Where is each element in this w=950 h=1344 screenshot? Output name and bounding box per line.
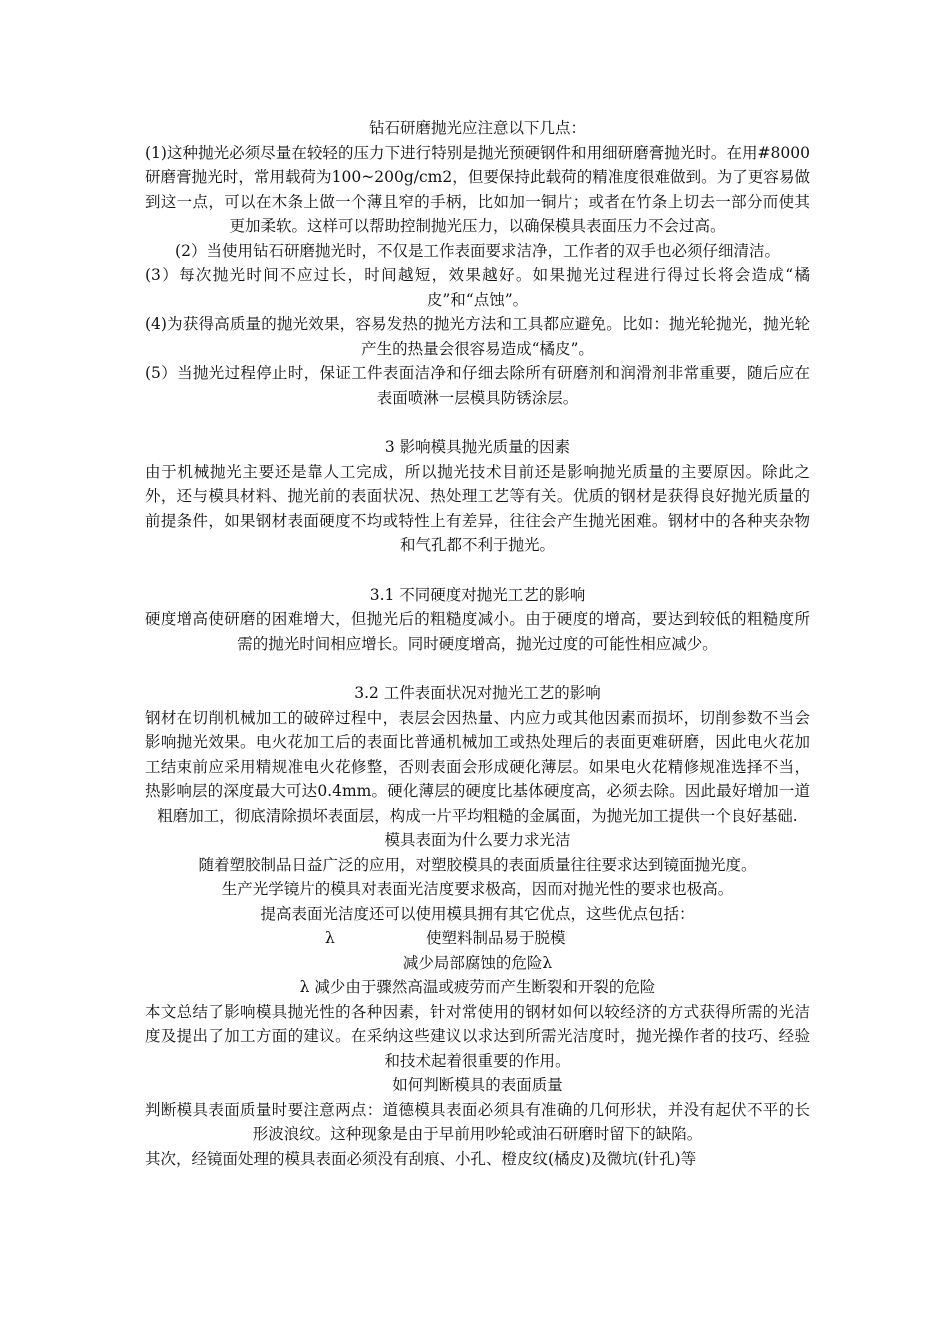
paragraph-judge-quality: 判断模具表面质量时要注意两点：道德模具表面必须具有准确的几何形状，并没有起伏不平的长形波浪纹。这种现象是由于早前用吵轮或油石研磨时留下的缺陷。 [145,1100,810,1143]
paragraph-item-5: (5）当抛光过程停止时，保证工件表面洁净和仔细去除所有研磨剂和润滑剂非常重要，随后应在表面喷淋一层模具防锈涂层。 [145,364,810,407]
paragraph-optical-lens: 生产光学镜片的模具对表面光洁度要求极高，因而对抛光性的要求也极高。 [221,880,734,898]
paragraph-item-3: (3）每次抛光时间不应过长，时间越短，效果越好。如果抛光过程进行得过长将会造成“橘皮”和“点蚀”。 [145,266,810,309]
lambda-bullet: λ [325,929,335,947]
section-heading-3-1: 3.1 不同硬度对抛光工艺的影响 [369,585,586,604]
spacer [145,558,810,583]
list-item-corrosion: 减少局部腐蚀的危险λ [402,953,553,972]
paragraph-item-1: (1)这种抛光必须尽量在较轻的压力下进行特别是抛光预硬钢件和用细研磨膏抛光时。在用#8000研磨膏抛光时，常用载荷为100~200g/cm2，但要保持此载荷的精准度很难做到。为了更容易做到这一点，可以在木条上做一个薄且窄的手柄，比如加一铜片；或者在竹条上切去一部分而使其更加柔软。这样可以帮助控制抛光压力，以确保模具表面压力不会过高。 [145,143,810,235]
list-item-text: 使塑料制品易于脱模 [426,929,566,947]
section-heading-3-2: 3.2 工件表面状况对抛光工艺的影响 [354,684,601,702]
paragraph-section-3-2: 钢材在切削机械加工的破碎过程中，表层会因热量、内应力或其他因素而损坏，切削参数不当会影响抛光效果。电火花加工后的表面比普通机械加工或热处理后的表面更难研磨，因此电火花加工结束前应采用精规准电火花修整，否则表面会形成硬化薄层。如果电火花精修规准选择不当，热影响层的深度最大可达0.4mm。硬化薄层的硬度比基体硬度高，必须去除。因此最好增加一道粗磨加工，彻底清除损坏表面层，构成一片平均粗糙的金属面，为抛光加工提供一个良好基础. [145,708,810,825]
paragraph-advantages-intro: 提高表面光洁度还可以使用模具拥有其它优点，这些优点包括： [260,904,695,923]
section-heading-3: 3 影响模具抛光质量的因素 [384,438,571,456]
paragraph-item-2: (2）当使用钻石研磨抛光时，不仅是工作表面要求洁净，工作者的双手也必须仔细清洁。 [175,241,780,260]
spacer [145,656,810,681]
paragraph-secondly: 其次，经镜面处理的模具表面必须没有刮痕、小孔、橙皮纹(橘皮)及微坑(针孔)等 [145,1149,697,1168]
list-item-demold [145,926,810,951]
paragraph-section-3: 由于机械抛光主要还是靠人工完成，所以抛光技术目前还是影响抛光质量的主要原因。除此之外，还与模具材料、抛光前的表面状况、热处理工艺等有关。优质的钢材是获得良好抛光质量的前提条件，如果钢材表面硬度不均或特性上有差异，往往会产生抛光困难。钢材中的各种夹杂物和气孔都不利于抛光。 [145,462,810,554]
paragraph-plastic-products: 随着塑胶制品日益广泛的应用，对塑胶模具的表面质量往往要求达到镜面抛光度。 [198,855,757,874]
section-heading-diamond-polishing: 钻石研磨抛光应注意以下几点： [368,119,586,137]
list-item-fracture: λ 减少由于骤然高温或疲劳而产生断裂和开裂的危险 [299,978,656,996]
paragraph-summary: 本文总结了影响模具抛光性的各种因素，针对常使用的钢材如何以较经济的方式获得所需的光洁度及提出了加工方面的建议。在采纳这些建议以求达到所需光洁度时，抛光操作者的技巧、经验和技术起着很重要的作用。 [145,1002,810,1070]
paragraph-item-4: (4)为获得高质量的抛光效果，容易发热的抛光方法和工具都应避免。比如：抛光轮抛光，抛光轮产生的热量会很容易造成“橘皮”。 [145,315,810,358]
spacer [145,410,810,435]
section-heading-why-smooth: 模具表面为什么要力求光洁 [384,831,571,849]
document-body [145,116,810,1171]
paragraph-section-3-1: 硬度增高使研磨的困难增大，但抛光后的粗糙度减小。由于硬度的增高，要达到较低的粗糙度所需的抛光时间相应增长。同时硬度增高，抛光过度的可能性相应减少。 [145,610,810,653]
section-heading-judge-quality: 如何判断模具的表面质量 [392,1076,563,1094]
